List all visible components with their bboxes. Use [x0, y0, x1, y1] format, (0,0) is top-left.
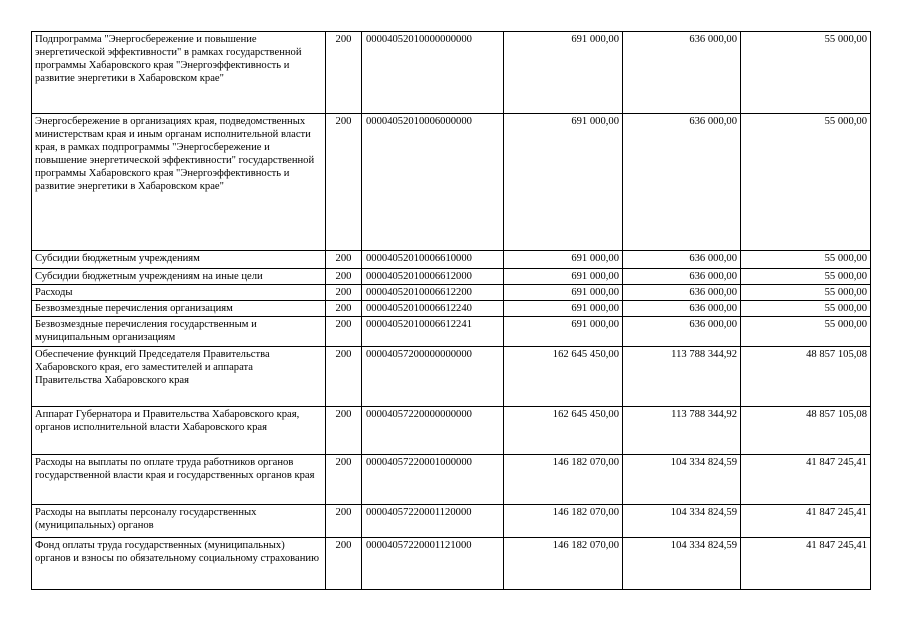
row-classification-code: 00004052010006000000 [362, 114, 504, 251]
row-name: Аппарат Губернатора и Правительства Хабаровского края, органов исполнительной власти Хабаровского края [32, 407, 326, 455]
table-row [32, 538, 871, 590]
row-name: Субсидии бюджетным учреждениям [32, 251, 326, 269]
row-executed-amount: 636 000,00 [623, 32, 741, 114]
row-executed-amount: 113 788 344,92 [623, 347, 741, 407]
row-classification-code: 00004057220000000000 [362, 407, 504, 455]
table-row [32, 251, 871, 269]
row-name: Расходы [32, 285, 326, 301]
row-code: 200 [326, 505, 362, 538]
row-name: Энергосбережение в организациях края, подведомственных министерствам края и иным органам исполнительной власти края, в рамках подпрограммы "Энергосбережение и повышение энергетической эффективности" государственной программы Хабаровского края "Энергоэффективность и развитие энергетики в Хабаровском крае" [32, 114, 326, 251]
row-classification-code: 00004052010006612241 [362, 317, 504, 347]
table-row [32, 455, 871, 505]
row-code: 200 [326, 301, 362, 317]
row-executed-amount: 636 000,00 [623, 251, 741, 269]
row-approved-amount: 691 000,00 [504, 301, 623, 317]
row-code: 200 [326, 32, 362, 114]
row-approved-amount: 146 182 070,00 [504, 455, 623, 505]
table-row [32, 114, 871, 251]
row-approved-amount: 691 000,00 [504, 32, 623, 114]
row-name: Подпрограмма "Энергосбережение и повышение энергетической эффективности" в рамках государственной программы Хабаровского края "Энергоэффективность и развитие энергетики в Хабаровском крае" [32, 32, 326, 114]
row-approved-amount: 691 000,00 [504, 317, 623, 347]
row-executed-amount: 104 334 824,59 [623, 505, 741, 538]
table-row [32, 269, 871, 285]
table-row [32, 32, 871, 114]
row-unexecuted-amount: 55 000,00 [741, 269, 871, 285]
table-row [32, 407, 871, 455]
row-code: 200 [326, 407, 362, 455]
row-executed-amount: 104 334 824,59 [623, 538, 741, 590]
row-unexecuted-amount: 41 847 245,41 [741, 505, 871, 538]
row-classification-code: 00004052010006612240 [362, 301, 504, 317]
row-executed-amount: 104 334 824,59 [623, 455, 741, 505]
row-name: Фонд оплаты труда государственных (муниципальных) органов и взносы по обязательному социальному страхованию [32, 538, 326, 590]
row-executed-amount: 636 000,00 [623, 269, 741, 285]
row-approved-amount: 146 182 070,00 [504, 538, 623, 590]
row-unexecuted-amount: 48 857 105,08 [741, 407, 871, 455]
row-name: Расходы на выплаты по оплате труда работников органов государственной власти края и государственных органов края [32, 455, 326, 505]
row-classification-code: 00004057200000000000 [362, 347, 504, 407]
row-code: 200 [326, 269, 362, 285]
table-row [32, 317, 871, 347]
row-unexecuted-amount: 41 847 245,41 [741, 455, 871, 505]
row-code: 200 [326, 538, 362, 590]
row-code: 200 [326, 455, 362, 505]
row-unexecuted-amount: 55 000,00 [741, 251, 871, 269]
row-approved-amount: 162 645 450,00 [504, 347, 623, 407]
row-name: Субсидии бюджетным учреждениям на иные цели [32, 269, 326, 285]
row-code: 200 [326, 347, 362, 407]
row-unexecuted-amount: 55 000,00 [741, 114, 871, 251]
row-code: 200 [326, 251, 362, 269]
row-executed-amount: 636 000,00 [623, 285, 741, 301]
budget-execution-table [31, 31, 871, 590]
row-unexecuted-amount: 55 000,00 [741, 285, 871, 301]
row-executed-amount: 636 000,00 [623, 301, 741, 317]
row-unexecuted-amount: 41 847 245,41 [741, 538, 871, 590]
table-row [32, 505, 871, 538]
table-body [32, 32, 871, 590]
row-approved-amount: 162 645 450,00 [504, 407, 623, 455]
row-unexecuted-amount: 55 000,00 [741, 301, 871, 317]
row-code: 200 [326, 285, 362, 301]
table-row [32, 347, 871, 407]
row-classification-code: 00004057220001121000 [362, 538, 504, 590]
row-executed-amount: 113 788 344,92 [623, 407, 741, 455]
row-approved-amount: 691 000,00 [504, 269, 623, 285]
row-classification-code: 00004052010006612000 [362, 269, 504, 285]
row-name: Безвозмездные перечисления государственным и муниципальным организациям [32, 317, 326, 347]
row-classification-code: 00004052010006610000 [362, 251, 504, 269]
row-unexecuted-amount: 55 000,00 [741, 317, 871, 347]
table-row [32, 285, 871, 301]
row-approved-amount: 691 000,00 [504, 285, 623, 301]
row-executed-amount: 636 000,00 [623, 317, 741, 347]
table-row [32, 301, 871, 317]
row-classification-code: 00004057220001120000 [362, 505, 504, 538]
row-classification-code: 00004052010000000000 [362, 32, 504, 114]
row-code: 200 [326, 317, 362, 347]
row-code: 200 [326, 114, 362, 251]
row-unexecuted-amount: 55 000,00 [741, 32, 871, 114]
row-name: Безвозмездные перечисления организациям [32, 301, 326, 317]
row-executed-amount: 636 000,00 [623, 114, 741, 251]
row-name: Расходы на выплаты персоналу государственных (муниципальных) органов [32, 505, 326, 538]
row-name: Обеспечение функций Председателя Правительства Хабаровского края, его заместителей и аппарата Правительства Хабаровского края [32, 347, 326, 407]
row-approved-amount: 691 000,00 [504, 251, 623, 269]
row-classification-code: 00004057220001000000 [362, 455, 504, 505]
row-approved-amount: 146 182 070,00 [504, 505, 623, 538]
row-approved-amount: 691 000,00 [504, 114, 623, 251]
row-classification-code: 00004052010006612200 [362, 285, 504, 301]
row-unexecuted-amount: 48 857 105,08 [741, 347, 871, 407]
